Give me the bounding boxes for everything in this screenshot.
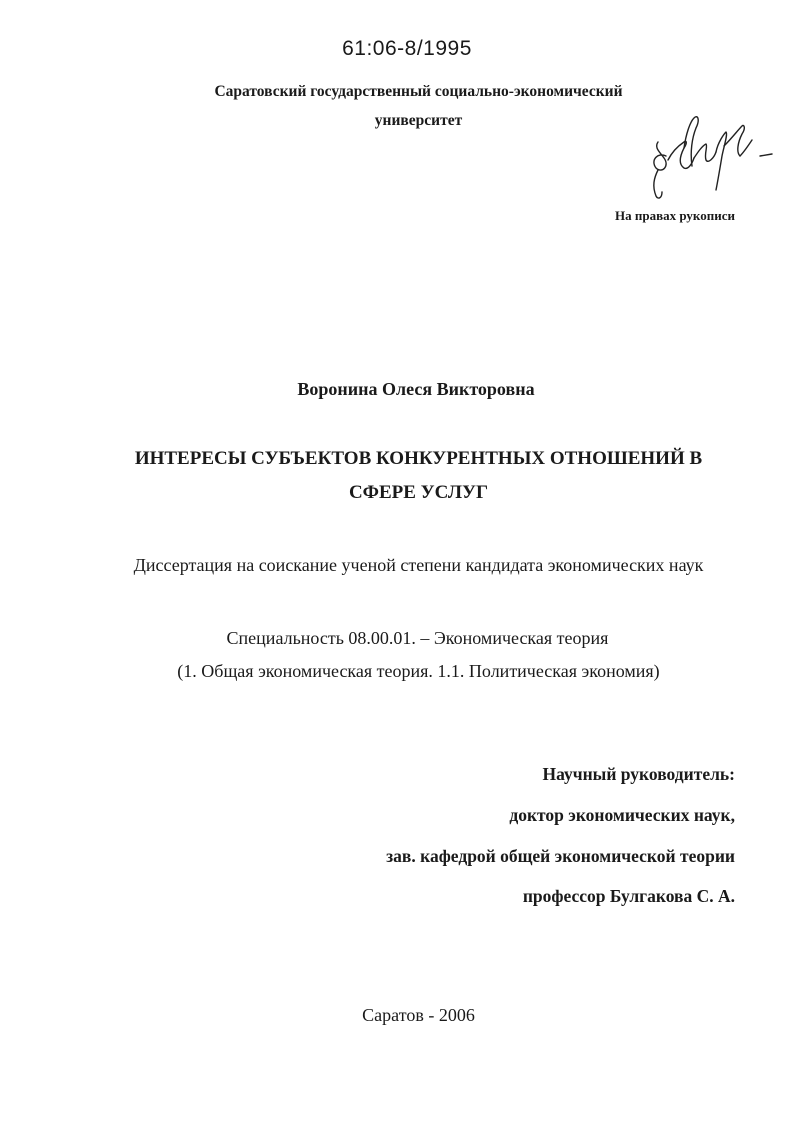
specialty-detail-line: (1. Общая экономическая теория. 1.1. Политическая экономия) [177, 661, 660, 681]
university-name-line1: Саратовский государственный социально-экономический [214, 83, 623, 100]
city-year: Саратов - 2006 [362, 1005, 475, 1025]
supervisor-heading: Научный руководитель: [542, 764, 735, 784]
catalog-code: 61:06-8/1995 [342, 37, 472, 60]
dissertation-title-line2: СФЕРЕ УСЛУГ [348, 482, 489, 503]
university-name-line2: университет [374, 112, 463, 129]
author-name: Воронина Олеся Викторовна [297, 379, 535, 399]
degree-statement: Диссертация на соискание ученой степени кандидата экономических наук [133, 555, 704, 575]
manuscript-rights-label: На правах рукописи [615, 208, 735, 223]
handwritten-signature [628, 112, 778, 207]
specialty-line: Специальность 08.00.01. – Экономическая теория [226, 628, 609, 648]
dissertation-title-line1: ИНТЕРЕСЫ СУБЪЕКТОВ КОНКУРЕНТНЫХ ОТНОШЕНИЙ В [134, 448, 703, 469]
supervisor-position: зав. кафедрой общей экономической теории [386, 846, 735, 866]
supervisor-degree: доктор экономических наук, [509, 805, 735, 825]
supervisor-name: профессор Булгакова С. А. [522, 886, 735, 906]
